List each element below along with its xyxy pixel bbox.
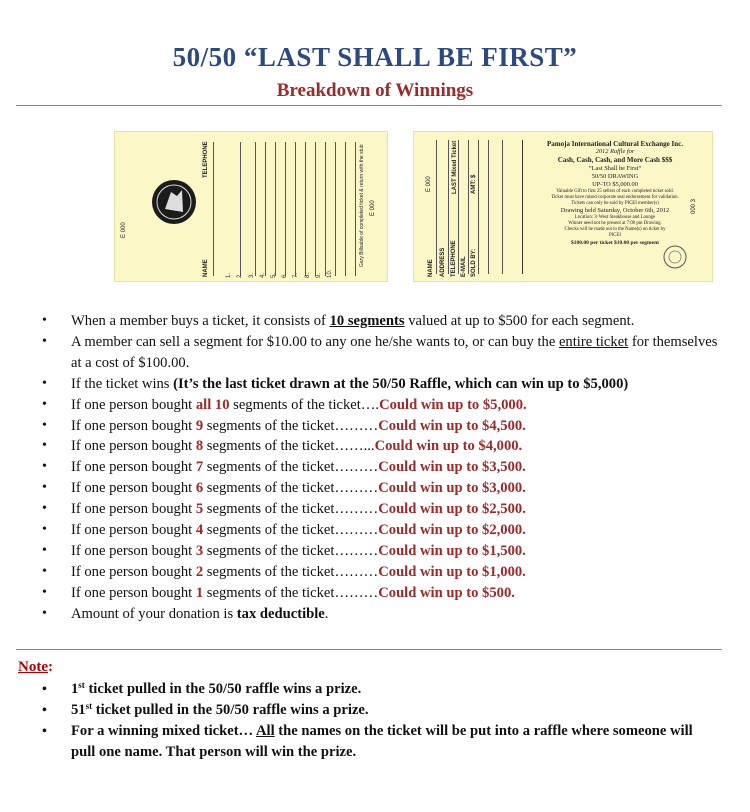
stub-side-note: Gary Billsable of completed ticket & return with the stub: [359, 144, 365, 267]
ticket-line: 2012 Raffle for: [595, 148, 635, 156]
stub-number: 9.: [316, 272, 322, 278]
list-item: • If one person bought 8 segments of the ticket……...Could win up to $4,000.: [30, 436, 720, 457]
mixed-ticket-label: LAST Mixed Ticket: [452, 140, 458, 194]
winnings-bullet-list: [30, 311, 720, 625]
ticket-field-label: TELEPHONE: [451, 240, 457, 277]
list-item: • Amount of your donation is tax deductible.: [30, 604, 720, 625]
stub-number: 1.: [226, 272, 232, 278]
list-item: • If the ticket wins (It’s the last ticket drawn at the 50/50 Raffle, which can win up to $5,000): [30, 374, 720, 395]
note-divider: [16, 649, 722, 650]
ticket-seal-drawing: [662, 244, 688, 270]
amount-label: AMT: $: [471, 174, 477, 194]
list-item: • If one person bought 3 segments of the ticket………Could win up to $1,500.: [30, 541, 720, 562]
page-title: 50/50 “LAST SHALL BE FIRST”: [172, 42, 578, 72]
ticket-line: Tickets can only be sold by PICEI member(s): [571, 201, 659, 207]
stub-number: 3.: [249, 272, 255, 278]
page-subtitle: Breakdown of Winnings: [276, 80, 474, 101]
ticket-line: $100.00 per ticket $10.00 per segment: [571, 240, 659, 247]
ticket-main-text: [530, 140, 700, 248]
ticket-line: PICEI: [609, 233, 621, 239]
list-item: • If one person bought 2 segments of the ticket………Could win up to $1,000.: [30, 562, 720, 583]
list-item: • 1st ticket pulled in the 50/50 raffle wins a prize.: [30, 679, 720, 700]
ticket-field-label: NAME: [428, 259, 434, 277]
ticket-stub-image: [114, 131, 388, 282]
list-item: • For a winning mixed ticket… All the names on the ticket will be put into a raffle where someone will pull one name. That person will win the prize.: [30, 721, 720, 763]
ticket-stub-drawing: [115, 132, 387, 281]
ticket-line: Checks will be made out to the Name(s) on ticket by: [564, 227, 666, 233]
stub-serial-left: E 000: [121, 222, 127, 238]
ticket-line: Winner need not be present at 7:00 pm Drawing.: [568, 221, 662, 227]
ticket-line: Pamoja International Cultural Exchange Inc.: [547, 140, 683, 148]
list-item: • A member can sell a segment for $10.00 to any one he/she wants to, or can buy the entire ticket for themselves at a cost of $100.00.: [30, 332, 720, 374]
ticket-line: Drawing held Saturday, October 6th, 2012: [560, 207, 670, 215]
list-item: • If one person bought 7 segments of the ticket………Could win up to $3,500.: [30, 457, 720, 478]
stub-serial-right: E 000: [370, 200, 376, 216]
stub-number: 4.: [260, 272, 266, 278]
ticket-line: “Last Shall be First”: [588, 164, 642, 172]
ticket-line: UP-TO $5,000.00: [592, 181, 638, 189]
ticket-line: Ticket must have raised corporate seal endorsement for validation.: [551, 195, 679, 201]
stub-telephone-label: TELEPHONE: [203, 141, 209, 178]
ticket-main-image: [413, 131, 713, 282]
ticket-line: Location: 3ʳ West Steakhouse and Lounge: [574, 215, 656, 221]
list-item: • If one person bought 4 segments of the ticket………Could win up to $2,000.: [30, 520, 720, 541]
list-item: • If one person bought 5 segments of the ticket………Could win up to $2,500.: [30, 499, 720, 520]
ticket-serial-right: 000 3: [691, 198, 697, 214]
list-item: • When a member buys a ticket, it consists of 10 segments valued at up to $500 for each segment.: [30, 311, 720, 332]
ticket-seal-outer: [664, 246, 686, 268]
stub-number: 10.: [327, 269, 333, 278]
list-item: • If one person bought all 10 segments of the ticket….Could win up to $5,000.: [30, 395, 720, 416]
note-heading: Note:: [18, 659, 53, 675]
stub-number: 8.: [305, 272, 311, 278]
stub-number: 7.: [293, 272, 299, 278]
ticket-field-label: ADDRESS: [440, 247, 446, 277]
ticket-field-label: SOLD BY:: [471, 248, 477, 277]
ticket-line: Cash, Cash, Cash, and More Cash $$$: [557, 156, 673, 165]
note-list: [30, 679, 720, 763]
ticket-field-label: E-MAIL: [461, 256, 467, 277]
list-item: • 51st ticket pulled in the 50/50 raffle wins a prize.: [30, 700, 720, 721]
stub-name-label: NAME: [203, 259, 209, 277]
list-item: • If one person bought 1 segments of the ticket………Could win up to $500.: [30, 583, 720, 604]
ticket-line: 50/50 DRAWING: [591, 172, 639, 180]
list-item: • If one person bought 9 segments of the ticket………Could win up to $4,500.: [30, 416, 720, 437]
stub-number: 2.: [237, 272, 243, 278]
list-item: • If one person bought 6 segments of the ticket………Could win up to $3,000.: [30, 478, 720, 499]
ticket-seal-inner: [669, 251, 681, 263]
stub-number: 6.: [282, 272, 288, 278]
ticket-serial-left: E 000: [426, 176, 432, 192]
header-divider: [16, 105, 722, 106]
ticket-line: Valuable Gift to first 25 sellers of each completed ticket sold.: [556, 189, 674, 195]
stub-number: 5.: [271, 272, 277, 278]
stub-divider: [213, 142, 214, 276]
